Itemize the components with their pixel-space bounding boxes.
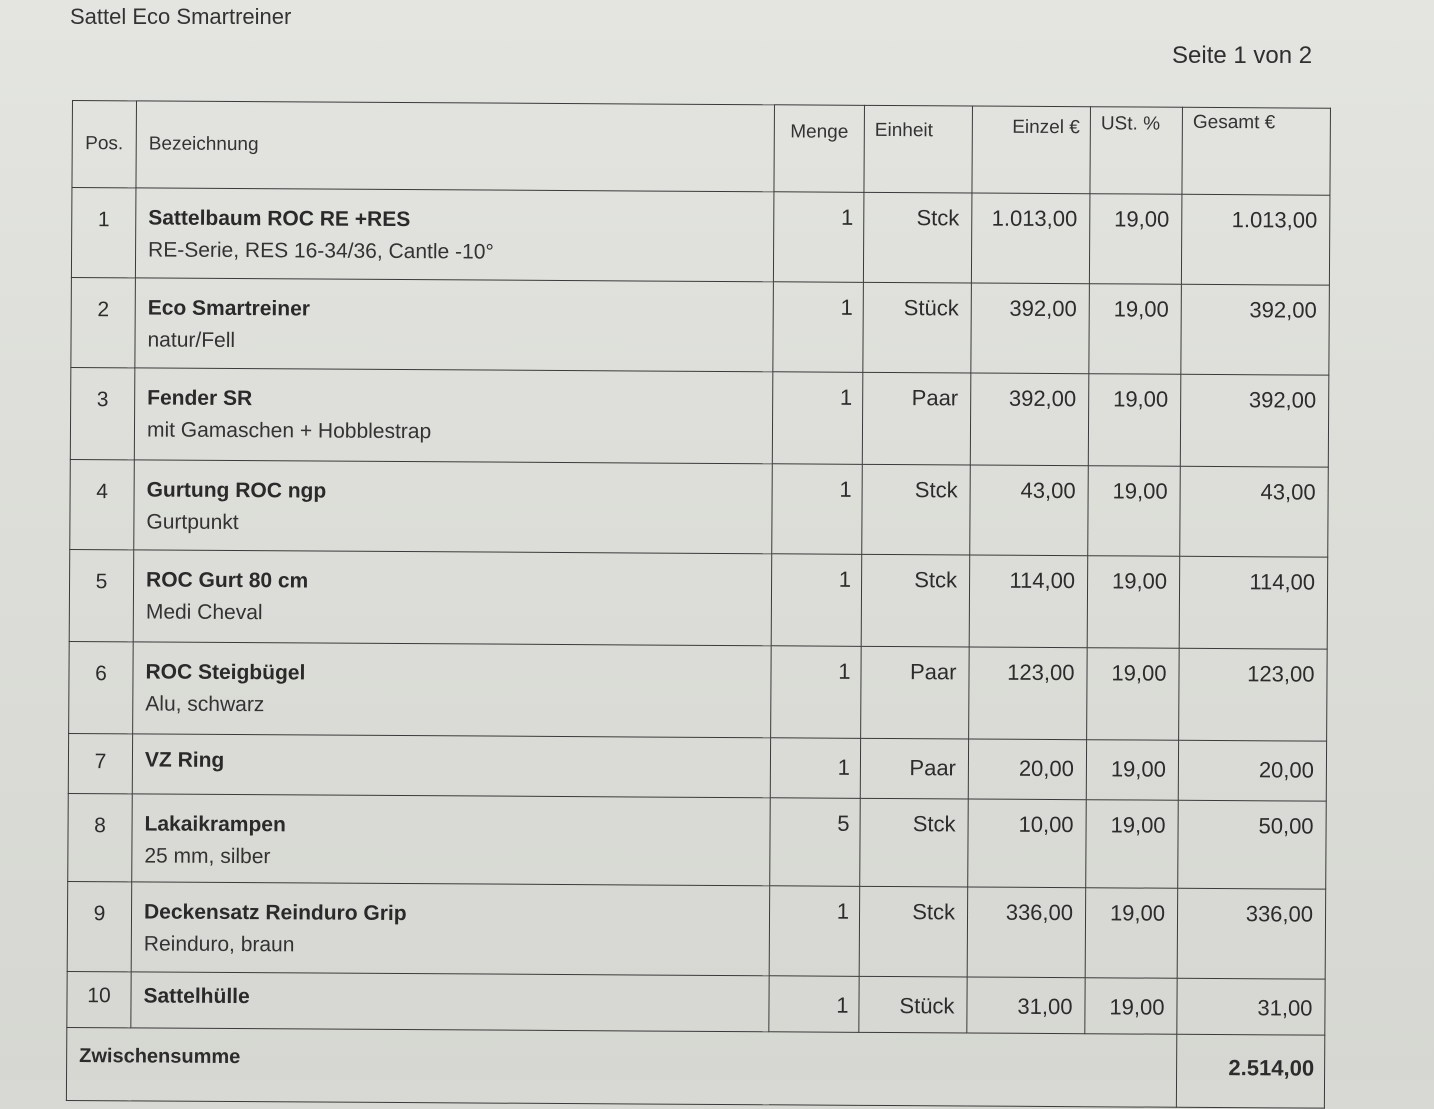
item-name: VZ Ring [144, 748, 225, 772]
cell-menge: 1 [772, 464, 863, 555]
cell-menge: 5 [770, 798, 861, 887]
header-pos: Pos. [72, 101, 137, 188]
item-name: Lakaikrampen [144, 812, 286, 837]
table-row [70, 367, 1329, 467]
cell-einheit: Stck [860, 798, 969, 887]
cell-einheit: Paar [862, 372, 971, 465]
page-indicator: Seite 1 von 2 [1172, 42, 1313, 69]
cell-gesamt: 336,00 [1177, 888, 1326, 979]
cell-menge: 1 [773, 192, 864, 283]
cell-pos: 3 [70, 367, 135, 459]
cell-ust: 19,00 [1087, 648, 1180, 741]
cell-einzel: 1.013,00 [971, 193, 1090, 284]
item-description: Gurtpunkt [146, 510, 239, 535]
cell-einheit: Stück [863, 282, 972, 373]
cell-ust: 19,00 [1086, 800, 1179, 889]
cell-ust: 19,00 [1089, 284, 1182, 375]
cell-gesamt: 114,00 [1179, 556, 1328, 649]
item-description: Medi Cheval [145, 600, 263, 625]
table-row [67, 971, 1325, 1035]
table-row [70, 459, 1329, 557]
cell-einzel: 43,00 [970, 465, 1089, 556]
item-name: ROC Gurt 80 cm [145, 568, 309, 593]
table-header-row [72, 101, 1331, 196]
cell-einheit: Paar [861, 646, 970, 739]
cell-pos: 5 [69, 549, 134, 641]
document-title: Sattel Eco Smartreiner [70, 4, 292, 29]
table-row [69, 549, 1328, 649]
cell-pos: 4 [70, 459, 135, 549]
cell-pos: 1 [71, 188, 136, 278]
cell-pos: 2 [71, 277, 136, 367]
header-einzel: Einzel € [972, 106, 1091, 194]
item-description: natur/Fell [147, 328, 236, 353]
cell-gesamt: 392,00 [1181, 284, 1330, 375]
cell-ust: 19,00 [1088, 374, 1181, 467]
item-name: Sattelbaum ROC RE +RES [148, 206, 411, 232]
cell-einheit: Stck [859, 886, 968, 977]
subtotal-label: Zwischensumme [79, 1045, 241, 1069]
cell-menge: 1 [772, 372, 863, 465]
cell-gesamt: 1.013,00 [1181, 194, 1330, 285]
cell-einzel: 392,00 [970, 373, 1089, 466]
subtotal-label-cell [66, 1027, 1176, 1107]
item-name: Fender SR [147, 386, 253, 411]
cell-gesamt: 43,00 [1180, 466, 1329, 557]
cell-bezeichnung [134, 460, 773, 554]
item-name: Eco Smartreiner [147, 296, 311, 321]
item-description: Alu, schwarz [145, 692, 265, 717]
cell-menge: 1 [773, 282, 864, 373]
item-name: ROC Steigbügel [145, 660, 306, 685]
cell-bezeichnung [135, 188, 774, 282]
cell-bezeichnung [135, 278, 774, 372]
cell-einheit: Stück [859, 976, 967, 1033]
table-row [71, 277, 1330, 375]
cell-einzel: 31,00 [967, 977, 1085, 1034]
cell-einzel: 114,00 [969, 555, 1088, 648]
cell-einheit: Stck [861, 554, 970, 647]
table-row [69, 641, 1328, 741]
item-description: 25 mm, silber [144, 844, 271, 869]
cell-ust: 19,00 [1085, 888, 1178, 979]
cell-ust: 19,00 [1088, 466, 1181, 557]
cell-menge: 1 [769, 886, 860, 977]
header-bezeichnung: Bezeichnung [136, 101, 775, 192]
cell-bezeichnung [133, 642, 772, 738]
cell-menge: 1 [771, 646, 862, 739]
cell-einheit: Stck [862, 464, 971, 555]
cell-ust: 19,00 [1086, 740, 1178, 801]
item-name: Gurtung ROC ngp [146, 478, 327, 503]
cell-bezeichnung [131, 882, 770, 976]
cell-pos: 6 [69, 641, 134, 733]
cell-pos: 9 [67, 881, 132, 971]
table-row [71, 188, 1330, 286]
cell-pos: 10 [67, 971, 131, 1027]
header-einheit: Einheit [864, 105, 973, 193]
cell-einzel: 20,00 [968, 739, 1086, 800]
header-ust: USt. % [1090, 107, 1183, 195]
cell-menge: 1 [771, 554, 862, 647]
cell-ust: 19,00 [1087, 556, 1180, 649]
table-row [68, 793, 1327, 889]
cell-einzel: 123,00 [969, 647, 1088, 740]
cell-gesamt: 50,00 [1178, 800, 1327, 889]
item-description: RE-Serie, RES 16-34/36, Cantle -10° [148, 238, 494, 264]
cell-gesamt: 20,00 [1178, 740, 1326, 801]
item-name: Deckensatz Reinduro Grip [143, 900, 407, 926]
cell-pos: 8 [68, 793, 133, 881]
cell-menge: 1 [770, 738, 860, 799]
item-name: Sattelhülle [143, 984, 250, 1009]
subtotal-row [66, 1027, 1324, 1108]
invoice-table [66, 100, 1331, 1109]
cell-gesamt: 392,00 [1180, 374, 1329, 467]
table-row [68, 733, 1326, 801]
cell-bezeichnung [134, 368, 773, 464]
cell-ust: 19,00 [1085, 978, 1177, 1035]
header-menge: Menge [774, 105, 865, 193]
item-description: mit Gamaschen + Hobblestrap [146, 418, 432, 444]
cell-einzel: 336,00 [967, 887, 1086, 978]
cell-menge: 1 [769, 976, 859, 1033]
cell-bezeichnung [131, 972, 769, 1032]
header-gesamt: Gesamt € [1182, 107, 1331, 195]
cell-gesamt: 123,00 [1179, 648, 1328, 741]
cell-einzel: 10,00 [968, 799, 1087, 888]
cell-einheit: Paar [860, 738, 968, 799]
cell-einzel: 392,00 [971, 283, 1090, 374]
cell-bezeichnung [132, 734, 770, 798]
subtotal-value: 2.514,00 [1176, 1034, 1324, 1108]
cell-einheit: Stck [863, 192, 972, 283]
cell-bezeichnung [132, 794, 771, 886]
cell-gesamt: 31,00 [1177, 978, 1325, 1035]
cell-ust: 19,00 [1089, 194, 1182, 285]
table-row [67, 881, 1326, 979]
cell-bezeichnung [133, 550, 772, 646]
item-description: Reinduro, braun [143, 932, 295, 957]
cell-pos: 7 [68, 733, 132, 793]
